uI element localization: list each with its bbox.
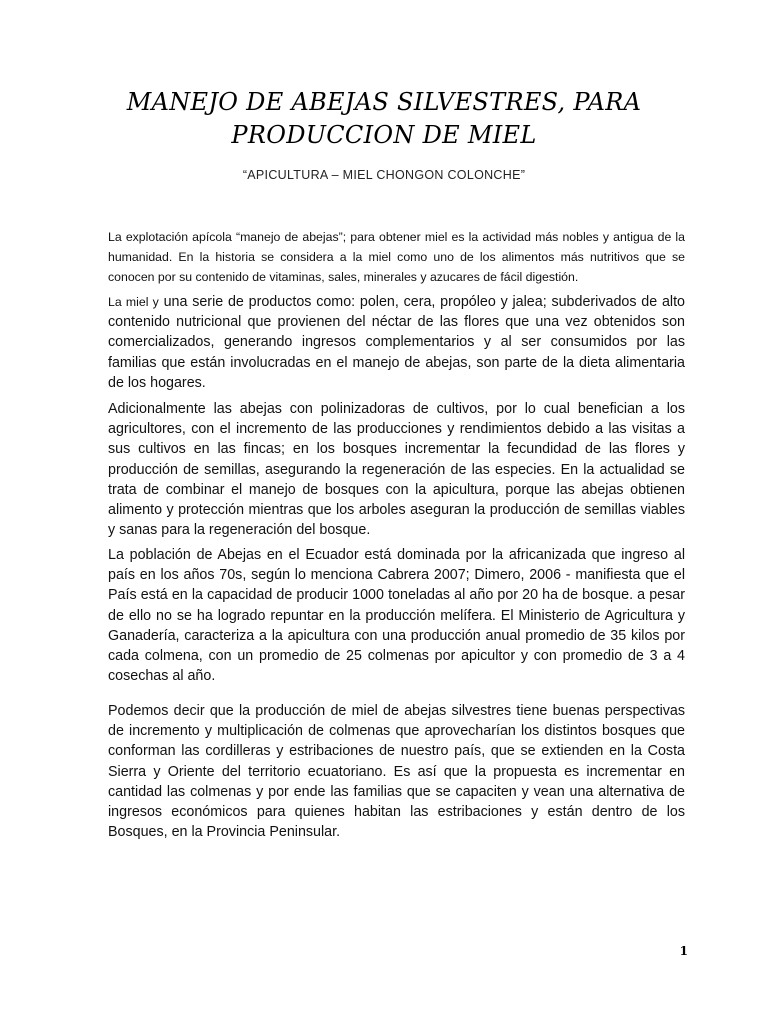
ecuador-population-paragraph: La población de Abejas en el Ecuador está dominada por la africanizada que ingreso al país en los años 70s, según lo menciona Cabrera 2007; Dimero, 2006 - manifiesta que el País está en la capacidad de producir 1000 toneladas al año por 20 ha de bosque. a pesar de ello no se ha logrado repuntar en la producción melífera. El Ministerio de Agricultura y Ganadería, caracteriza a la apicultura con una producción anual promedio de 35 kilos por cada colmena, con un promedio de 25 colmenas por apicultor y con promedio de 3 a 4 cosechas al año. (108, 547, 685, 685)
pollination-paragraph: Adicionalmente las abejas con polinizadoras de cultivos, por lo cual benefician a los agricultores, con el incremento de las producciones y rendimientos debido a las visitas a sus cultivos en las fincas; en los bosques incrementar la fecundidad de las flores y producción de semillas, asegurando la regeneración de las especies. En la actualidad se trata de combinar el manejo de bosques con la apicultura, porque las abejas obtienen alimento y protección mientras que los arboles aseguran la producción de semillas viables y sanas para la regeneración del bosque. (108, 401, 685, 539)
products-paragraph-lead: La miel y (108, 295, 159, 309)
intro-paragraph: La explotación apícola “manejo de abejas”; para obtener miel es la actividad más nobles y antigua de la humanidad. En la historia se considera a la miel como uno de los alimentos más nutritivos que se conocen por su contenido de vitaminas, sales, minerales y azucares de fácil digestión. (108, 230, 685, 284)
document-title: MANEJO DE ABEJAS SILVESTRES, PARA PRODUCCION DE MIEL (126, 88, 642, 149)
document-subtitle: “APICULTURA – MIEL CHONGON COLONCHE” (242, 168, 526, 182)
perspectives-paragraph: Podemos decir que la producción de miel de abejas silvestres tiene buenas perspectivas de incremento y multiplicación de colmenas que aprovecharían los distintos bosques que conforman las cordilleras y estribaciones de nuestro país, que se extienden en la Costa Sierra y Oriente del territorio ecuatoriano. Es así que la propuesta es incrementar en cantidad las colmenas y por ende las familias que se capaciten y vean una alternativa de ingresos económicos para quienes habitan las estribaciones y están dentro de los Bosques, en la Provincia Peninsular. (108, 703, 685, 841)
products-paragraph (108, 292, 685, 393)
products-paragraph-text: una serie de productos como: polen, cera, propóleo y jalea; subderivados de alto contenido nutricional que provienen del néctar de las flores que una vez obtenidos son comercializados, generando ingresos complementarios y al ser consumidos por las familias que están involucradas en el manejo de abejas, son parte de la dieta alimentaria de los hogares. (108, 294, 685, 391)
page-number: 1 (679, 944, 688, 958)
